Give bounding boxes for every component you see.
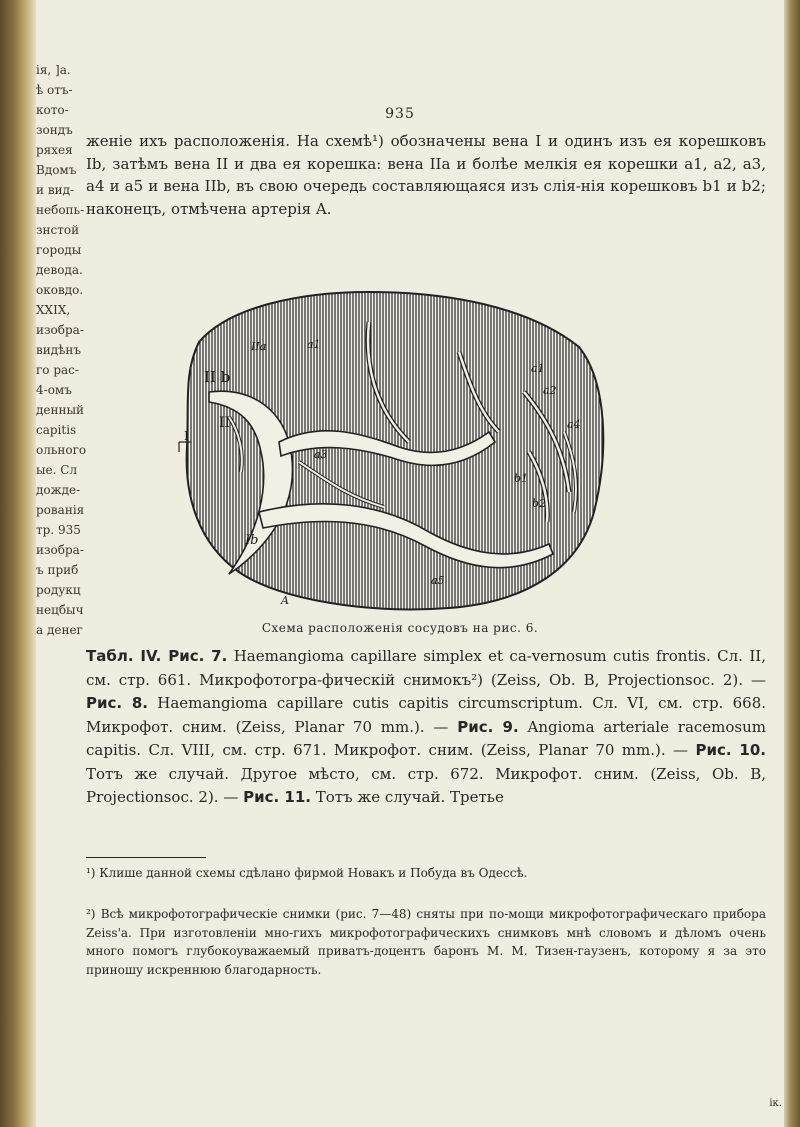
vessel-schema-drawing (169, 282, 611, 614)
margin-fragment: го рас- (36, 363, 79, 377)
footnote-2: ²) Всѣ микрофотографическіе снимки (рис. 7—48) сняты при по-мощи микрофотографическаго прибора Zeiss'а. При изготовленіи мно-гихъ микрофотографическихъ снимковъ мнѣ словомъ и дѣломъ очень много помогъ глубокоуважаемый приватъ-доцентъ баронъ М. М. Тизен-гаузенъ, которому я за это приношу искреннюю благодарность. (86, 907, 766, 977)
label-II: II (219, 415, 231, 431)
margin-fragment: изобра- (36, 543, 84, 557)
right-margin-fragment: ік. (769, 1098, 782, 1109)
footnote-1: ¹) Клише данной схемы сдѣлано фирмой Новакъ и Побуда въ Одессѣ. (86, 866, 528, 880)
label-a4: a4 (567, 418, 581, 431)
plate-text: Haemangioma capillare cutis capitis circumscriptum. Сл. VI, см. стр. 668. Микрофот. сним. (Zeiss, Planar 70 mm.). — (86, 694, 767, 736)
plate-text: Тотъ же случай. Другое мѣсто, см. стр. 672. Микрофот. сним. (Zeiss, Ob. B, Projectionsoc. 2). — (86, 764, 766, 806)
margin-fragment: городы (36, 243, 82, 257)
label-a3: a3 (314, 448, 328, 461)
margin-fragment: знстой (36, 223, 80, 237)
label-a1-right: a1 (531, 362, 545, 375)
label-IIb: II b (204, 368, 231, 386)
footnote-separator (86, 857, 206, 858)
plate-text: Тотъ же случай. Третье (311, 788, 504, 806)
margin-fragment: ѣ отъ- (36, 83, 73, 97)
page-number: 935 (385, 106, 415, 122)
margin-fragment: девода. (36, 263, 83, 277)
label-Ib: Ib (245, 533, 259, 548)
figure-reference: Рис. 10. (695, 741, 766, 759)
margin-fragment: тр. 935 (36, 523, 81, 537)
margin-fragment: нецбыч (36, 603, 84, 617)
margin-fragment: ія, ]а. (36, 63, 71, 77)
margin-fragment: зондъ (36, 123, 73, 137)
margin-fragment: изобра- (36, 323, 84, 337)
figure-reference: Рис. 9. (457, 717, 519, 736)
margin-fragment: кото- (36, 103, 69, 117)
margin-fragment: ъ приб (36, 563, 79, 577)
label-b2: b2 (532, 497, 547, 510)
margin-fragment: ряхея (36, 143, 73, 157)
label-a5: a5 (431, 574, 445, 587)
label-I: I (184, 429, 189, 443)
margin-fragment: родукц (36, 583, 81, 597)
margin-fragment: оковдо. (36, 283, 84, 297)
figure-reference: Рис. 11. (243, 788, 311, 806)
label-A: A (281, 594, 289, 607)
figure-caption: Схема расположенія сосудовъ на рис. 6. (261, 621, 539, 635)
paragraph-intro: женіе ихъ расположенія. На схемѣ¹) обозначены вена I и одинъ изъ ея корешковъ Ib, затѣмъ вена II и два ея корешка: вена IIa и болѣе мелкія ея корешки a1, a2, a3, a4 и a5 и вена IIb, въ свою очередь составляющаяся изъ слія-нія корешковъ b1 и b2; наконецъ, отмѣчена артерія A. (86, 132, 766, 218)
margin-fragment: рованія (36, 503, 85, 517)
margin-fragment: небопь- (36, 203, 85, 217)
plate-text: Angioma arteriale racemosum capitis. Сл. VIII, см. стр. 671. Микрофот. сним. (Zeiss, Planar 70 mm.). — (86, 717, 766, 759)
margin-fragment: ольного (36, 443, 87, 457)
paragraph-plates (86, 645, 766, 810)
vessel-schema-figure (169, 282, 611, 614)
label-a2: a2 (543, 384, 557, 397)
margin-fragment: Вдомъ (36, 163, 77, 177)
margin-fragment: а денег (36, 623, 83, 637)
figure-reference: Рис. 8. (86, 694, 148, 712)
book-binding-right (784, 0, 800, 1127)
margin-fragment: ые. Сл (36, 463, 78, 477)
margin-fragment: 4-омъ (36, 383, 72, 397)
margin-fragment: и вид- (36, 183, 75, 197)
table-reference: Табл. IV. Рис. 7. (86, 647, 228, 665)
book-binding-left (0, 0, 36, 1127)
margin-fragment: дожде- (36, 483, 81, 497)
margin-fragment: XXIX, (36, 303, 71, 317)
label-a1: a1 (307, 338, 321, 351)
margin-fragment: денный (36, 403, 85, 417)
margin-fragment: видѣнъ (36, 343, 82, 357)
label-IIa: IIa (251, 340, 267, 353)
margin-fragment: capitis (36, 423, 77, 437)
label-b1: b1 (514, 472, 529, 485)
plate-text: Haemangioma capillare simplex et ca-vernosum cutis frontis. Сл. II, см. стр. 661. Микрофотогра-фическій снимокъ²) (Zeiss, Ob. B, Projectionsoc. 2). — (86, 647, 766, 689)
